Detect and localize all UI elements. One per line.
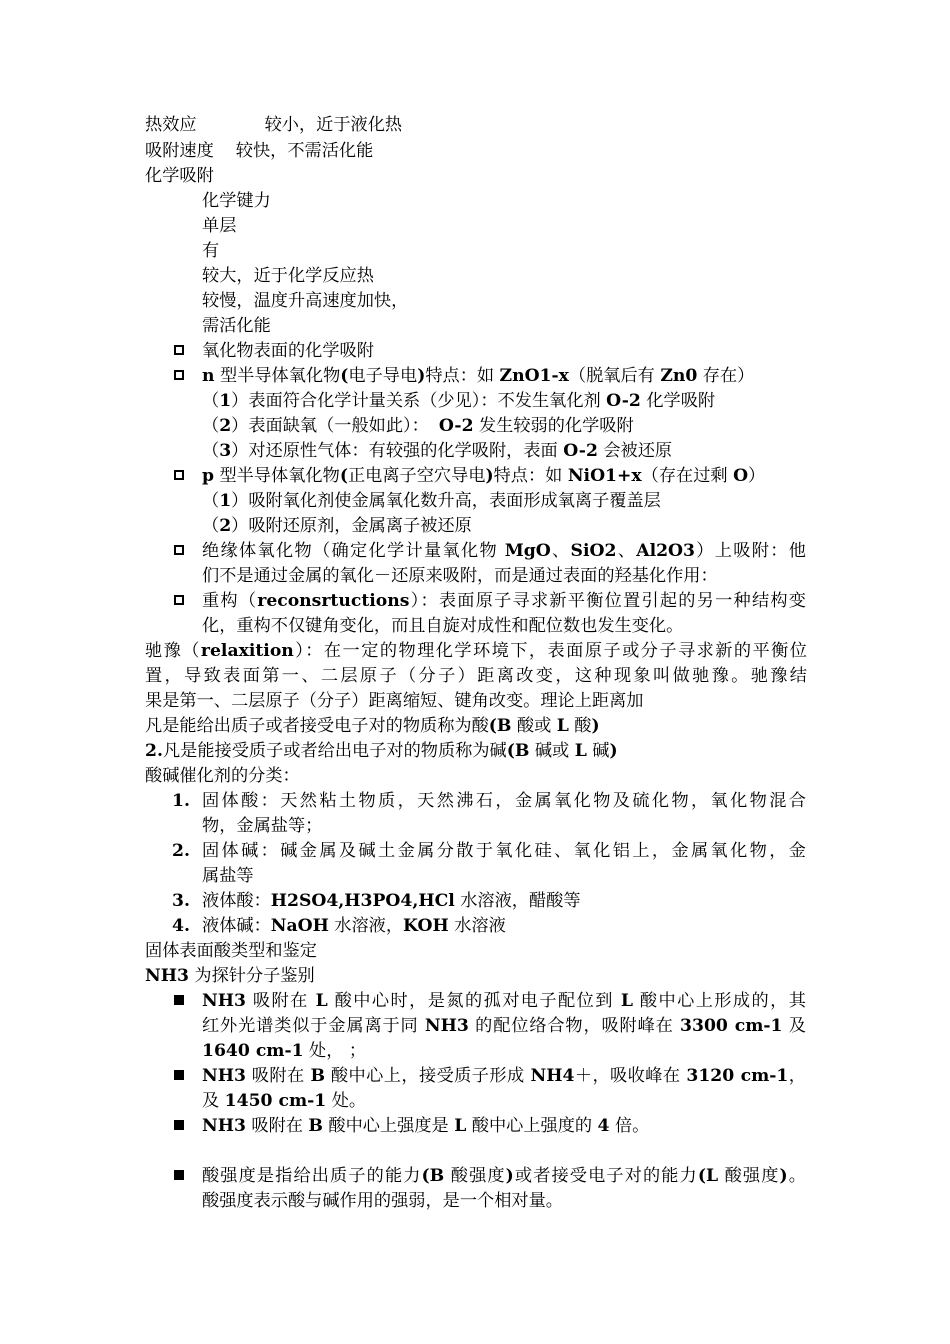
box-bullet-icon [174,589,184,614]
text-span: 酸中心上形成的，其 [632,991,806,1011]
text-line [145,639,807,664]
text-span: 较小，近于液化热 [264,115,403,135]
text-span: ) [779,1166,788,1186]
text-line: 们不是通过金属的氧化－还原来吸附，而是通过表面的羟基化作用： [202,566,718,586]
box-bullet-icon [174,339,184,364]
text-span: H2SO4,H3PO4,HCl [270,891,455,911]
text-span: 酸中心上强度的 [466,1116,598,1136]
text-span: 型半导体氧化物 [214,366,341,386]
text-line: 物，金属盐等； [202,816,323,836]
text-span: 吸附在 [245,991,316,1011]
text-span: 酸强度是指给出质子的能力 [202,1166,422,1186]
box-bullet-icon [174,464,184,489]
text-span: reconsrtuctions [257,591,410,611]
text-span: ）对还原性气体：有较强的化学吸附，表面 [231,441,564,461]
text-span: 倍。 [609,1116,650,1136]
text-span: 驰豫（ [145,641,201,661]
text-span: 吸附速度 [145,141,214,161]
text-span: ) [505,1166,514,1186]
text-span: 水溶液 [448,916,506,936]
text-line [202,989,806,1014]
text-line [202,1064,806,1089]
text-line [202,439,672,464]
text-span: KOH [403,916,449,936]
text-span: Al2O3 [636,541,695,561]
text-span: 。 [787,1166,806,1186]
list-number: 2. [172,841,190,861]
list-number: 4. [172,916,190,936]
text-span: L [574,741,587,761]
text-span: （ [202,441,220,461]
text-span: 红外光谱类似于金属离于同 [202,1016,425,1036]
text-line: 酸碱催化剂的分类： [145,766,300,786]
text-line [145,664,807,689]
text-span: 会被还原 [597,441,673,461]
text-span: 固体酸：天然粘土物质，天然沸石，金属氧化物及硫化物，氧化物混合 [202,791,806,811]
text-span: ， [788,1066,806,1086]
text-span: 特点：如 [425,366,500,386]
text-line: 单层 [202,216,237,236]
text-span: 2. [145,741,163,761]
text-span: 酸强度 [718,1166,780,1186]
text-span: 吸附在 [245,1116,309,1136]
text-span: Zn0 [660,366,698,386]
text-line: 化，重构不仅键角变化，而且自旋对成性和配位数也发生变化。 [202,616,684,636]
text-span: 发生较弱的化学吸附 [473,416,634,436]
text-span: 1 [219,391,232,411]
text-line: 需活化能 [202,316,271,336]
text-span: (L [697,1166,719,1186]
text-line: 固体表面酸类型和鉴定 [145,941,317,961]
text-span: (B [488,716,512,736]
text-span: MgO [504,541,551,561]
text-span: 酸中心上，接受质子形成 [325,1066,531,1086]
text-span: 碱 [586,741,610,761]
text-line [145,714,600,739]
text-span: 热效应 [145,115,197,135]
text-line [202,539,806,564]
text-line [202,464,765,489]
text-line [202,414,634,439]
list-number: 1. [172,791,190,811]
text-span: 4 [597,1116,610,1136]
text-span: ) [417,366,426,386]
text-line [202,514,472,539]
text-span: O-2 [438,416,474,436]
text-span: B [310,1066,326,1086]
text-span: O-2 [606,391,641,411]
text-span: 酸强度 [444,1166,506,1186]
text-span: 1 [219,491,232,511]
text-span: 及 [202,1091,225,1111]
text-span: （脱氧后有 [568,366,661,386]
text-span: 2 [219,516,232,536]
text-span: 3 [219,441,232,461]
text-span: 酸中心上强度是 [322,1116,455,1136]
text-line: 果是第一、二层原子（分子）距离缩短、键角改变。理论上距离加 [145,691,644,711]
text-span: 液体碱： [202,916,271,936]
text-span: ）吸附氧化剂使金属氧化数升高，表面形成氧离子覆盖层 [231,491,661,511]
text-span: 、 [550,541,571,561]
text-span: p [202,466,215,486]
text-span: NH4 [530,1066,575,1086]
box-bullet-icon [174,539,184,564]
text-span: 为探针分子鉴别 [188,966,315,986]
text-span: L [454,1116,467,1136]
text-span: 、 [616,541,637,561]
text-span: 较快，不需活化能 [235,141,374,161]
text-span: （ [202,491,220,511]
text-line [202,839,806,864]
text-span: 绝缘体氧化物（确定化学计量氧化物 [202,541,505,561]
text-span: ）吸附还原剂，金属离子被还原 [231,516,472,536]
text-line: 较大，近于化学反应热 [202,266,374,286]
text-span: ( [339,466,348,486]
text-span: 1640 cm-1 [202,1041,304,1061]
text-span: O-2 [563,441,598,461]
text-span: relaxition [200,641,294,661]
text-span: NiO1+x [567,466,642,486]
text-span: 3300 cm-1 [680,1016,783,1036]
text-line [202,1014,806,1039]
text-span: (B [506,741,530,761]
text-span: ）：表面原子寻求新平衡位置引起的另一种结构变 [409,591,806,611]
text-span: 存在） [697,366,755,386]
square-bullet-icon [174,1164,184,1189]
text-span: NH3 [145,966,189,986]
text-span: 重构（ [202,591,258,611]
text-span: n [202,366,215,386]
text-span: (B [421,1166,445,1186]
text-line [202,589,806,614]
text-line [202,914,506,939]
text-span: B [308,1116,323,1136]
text-span: 吸附在 [245,1066,311,1086]
square-bullet-icon [174,1064,184,1089]
text-span: 型半导体氧化物 [214,466,340,486]
text-span: 的配位络合物，吸附峰在 [468,1016,681,1036]
text-span: 置，导致表面第一、二层原子（分子）距离改变，这种现象叫做驰豫。驰豫结 [145,666,807,686]
text-line [202,1039,366,1064]
text-span: 酸中心时，是氮的孤对电子配位到 [327,991,621,1011]
text-line: 化学吸附 [145,166,214,186]
text-line [145,739,618,764]
text-line: 较慢，温度升高速度加快， [202,291,409,311]
text-span: 处。 [326,1091,367,1111]
text-span: 酸或 [511,716,557,736]
text-line [145,964,315,989]
text-span: 水溶液，醋酸等 [454,891,581,911]
text-span: 化学吸附 [640,391,716,411]
text-span: 水溶液， [328,916,404,936]
text-span: NH3 [202,1066,246,1086]
text-span: 或者接受电子对的能力 [513,1166,698,1186]
text-span: L [315,991,328,1011]
text-line [202,789,806,814]
text-span: SiO2 [570,541,617,561]
text-span: （ [202,416,220,436]
text-line [202,489,661,514]
text-span: 凡是能给出质子或者接受电子对的物质称为酸 [145,716,489,736]
text-span: 特点：如 [493,466,568,486]
text-span: 碱或 [529,741,575,761]
text-span: ) [485,466,494,486]
text-span: 1450 cm-1 [224,1091,327,1111]
text-span: 酸 [568,716,592,736]
text-line [202,889,581,914]
text-span: NH3 [202,991,246,1011]
text-span: 2 [219,416,232,436]
text-span: 及 [782,1016,806,1036]
text-line [145,139,373,164]
text-span: NH3 [202,1116,246,1136]
text-span: 凡是能接受质子或者给出电子对的物质称为碱 [162,741,507,761]
text-line [202,1164,806,1189]
text-span: ) [609,741,618,761]
text-line [202,389,715,414]
text-line: 属盐等 [202,866,254,886]
text-line [202,1114,649,1139]
text-span: 处， ； [303,1041,367,1061]
text-span: 正电离子空穴导电 [347,466,486,486]
text-span: ）表面符合化学计量关系（少见）：不发生氧化剂 [231,391,607,411]
square-bullet-icon [174,989,184,1014]
text-span: NaOH [270,916,329,936]
list-number: 3. [172,891,190,911]
text-span: （ [202,391,220,411]
text-span: ）：在一定的物理化学环境下，表面原子或分子寻求新的平衡位 [293,641,807,661]
text-span: ）上吸附：他 [695,541,806,561]
text-span: L [620,991,633,1011]
text-span: （ [202,516,220,536]
text-line [202,364,754,389]
square-bullet-icon [174,1114,184,1139]
text-span: O [733,466,749,486]
text-span: 固体碱：碱金属及碱土金属分散于氧化硅、氧化铝上，金属氧化物，金 [202,841,806,861]
text-line: 有 [202,241,220,261]
text-span: 3120 cm-1 [686,1066,789,1086]
text-span: 液体酸： [202,891,271,911]
text-span: ( [340,366,349,386]
text-span: NH3 [424,1016,469,1036]
text-span: ZnO1-x [499,366,569,386]
text-line: 化学键力 [202,191,271,211]
text-span: ）表面缺氧（一般如此）： [231,416,429,436]
text-span: ) [591,716,600,736]
text-span: 电子导电 [348,366,418,386]
text-line: 酸强度表示酸与碱作用的强弱，是一个相对量。 [202,1191,563,1211]
text-span: （存在过剩 [641,466,734,486]
text-line [145,113,402,138]
box-bullet-icon [174,364,184,389]
text-span: L [556,716,569,736]
text-span: ＋，吸收峰在 [574,1066,687,1086]
text-line: 氧化物表面的化学吸附 [202,341,374,361]
text-line [202,1089,366,1114]
text-span: ） [748,466,766,486]
